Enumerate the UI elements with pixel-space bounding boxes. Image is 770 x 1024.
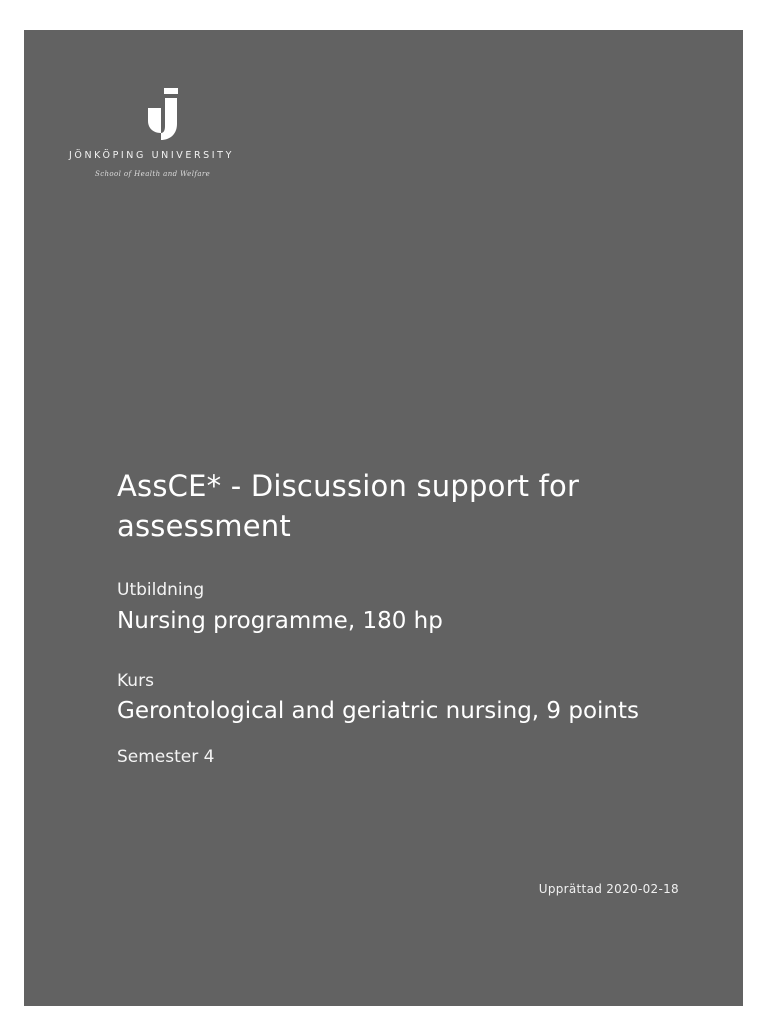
course-label: Kurs	[117, 671, 154, 691]
program-value: Nursing programme, 180 hp	[117, 608, 443, 634]
program-label: Utbildning	[117, 580, 205, 600]
document-title: AssCE* - Discussion support for assessment	[117, 469, 580, 543]
course-value: Gerontological and geriatric nursing, 9 points	[117, 698, 640, 724]
university-name: JÖNKÖPING UNIVERSITY	[69, 150, 234, 161]
semester-text: Semester 4	[117, 747, 215, 767]
created-date: Upprättad 2020-02-18	[538, 882, 679, 896]
cover-page	[24, 30, 743, 1006]
school-name: School of Health and Welfare	[95, 170, 211, 178]
ju-logo-icon	[142, 88, 184, 140]
